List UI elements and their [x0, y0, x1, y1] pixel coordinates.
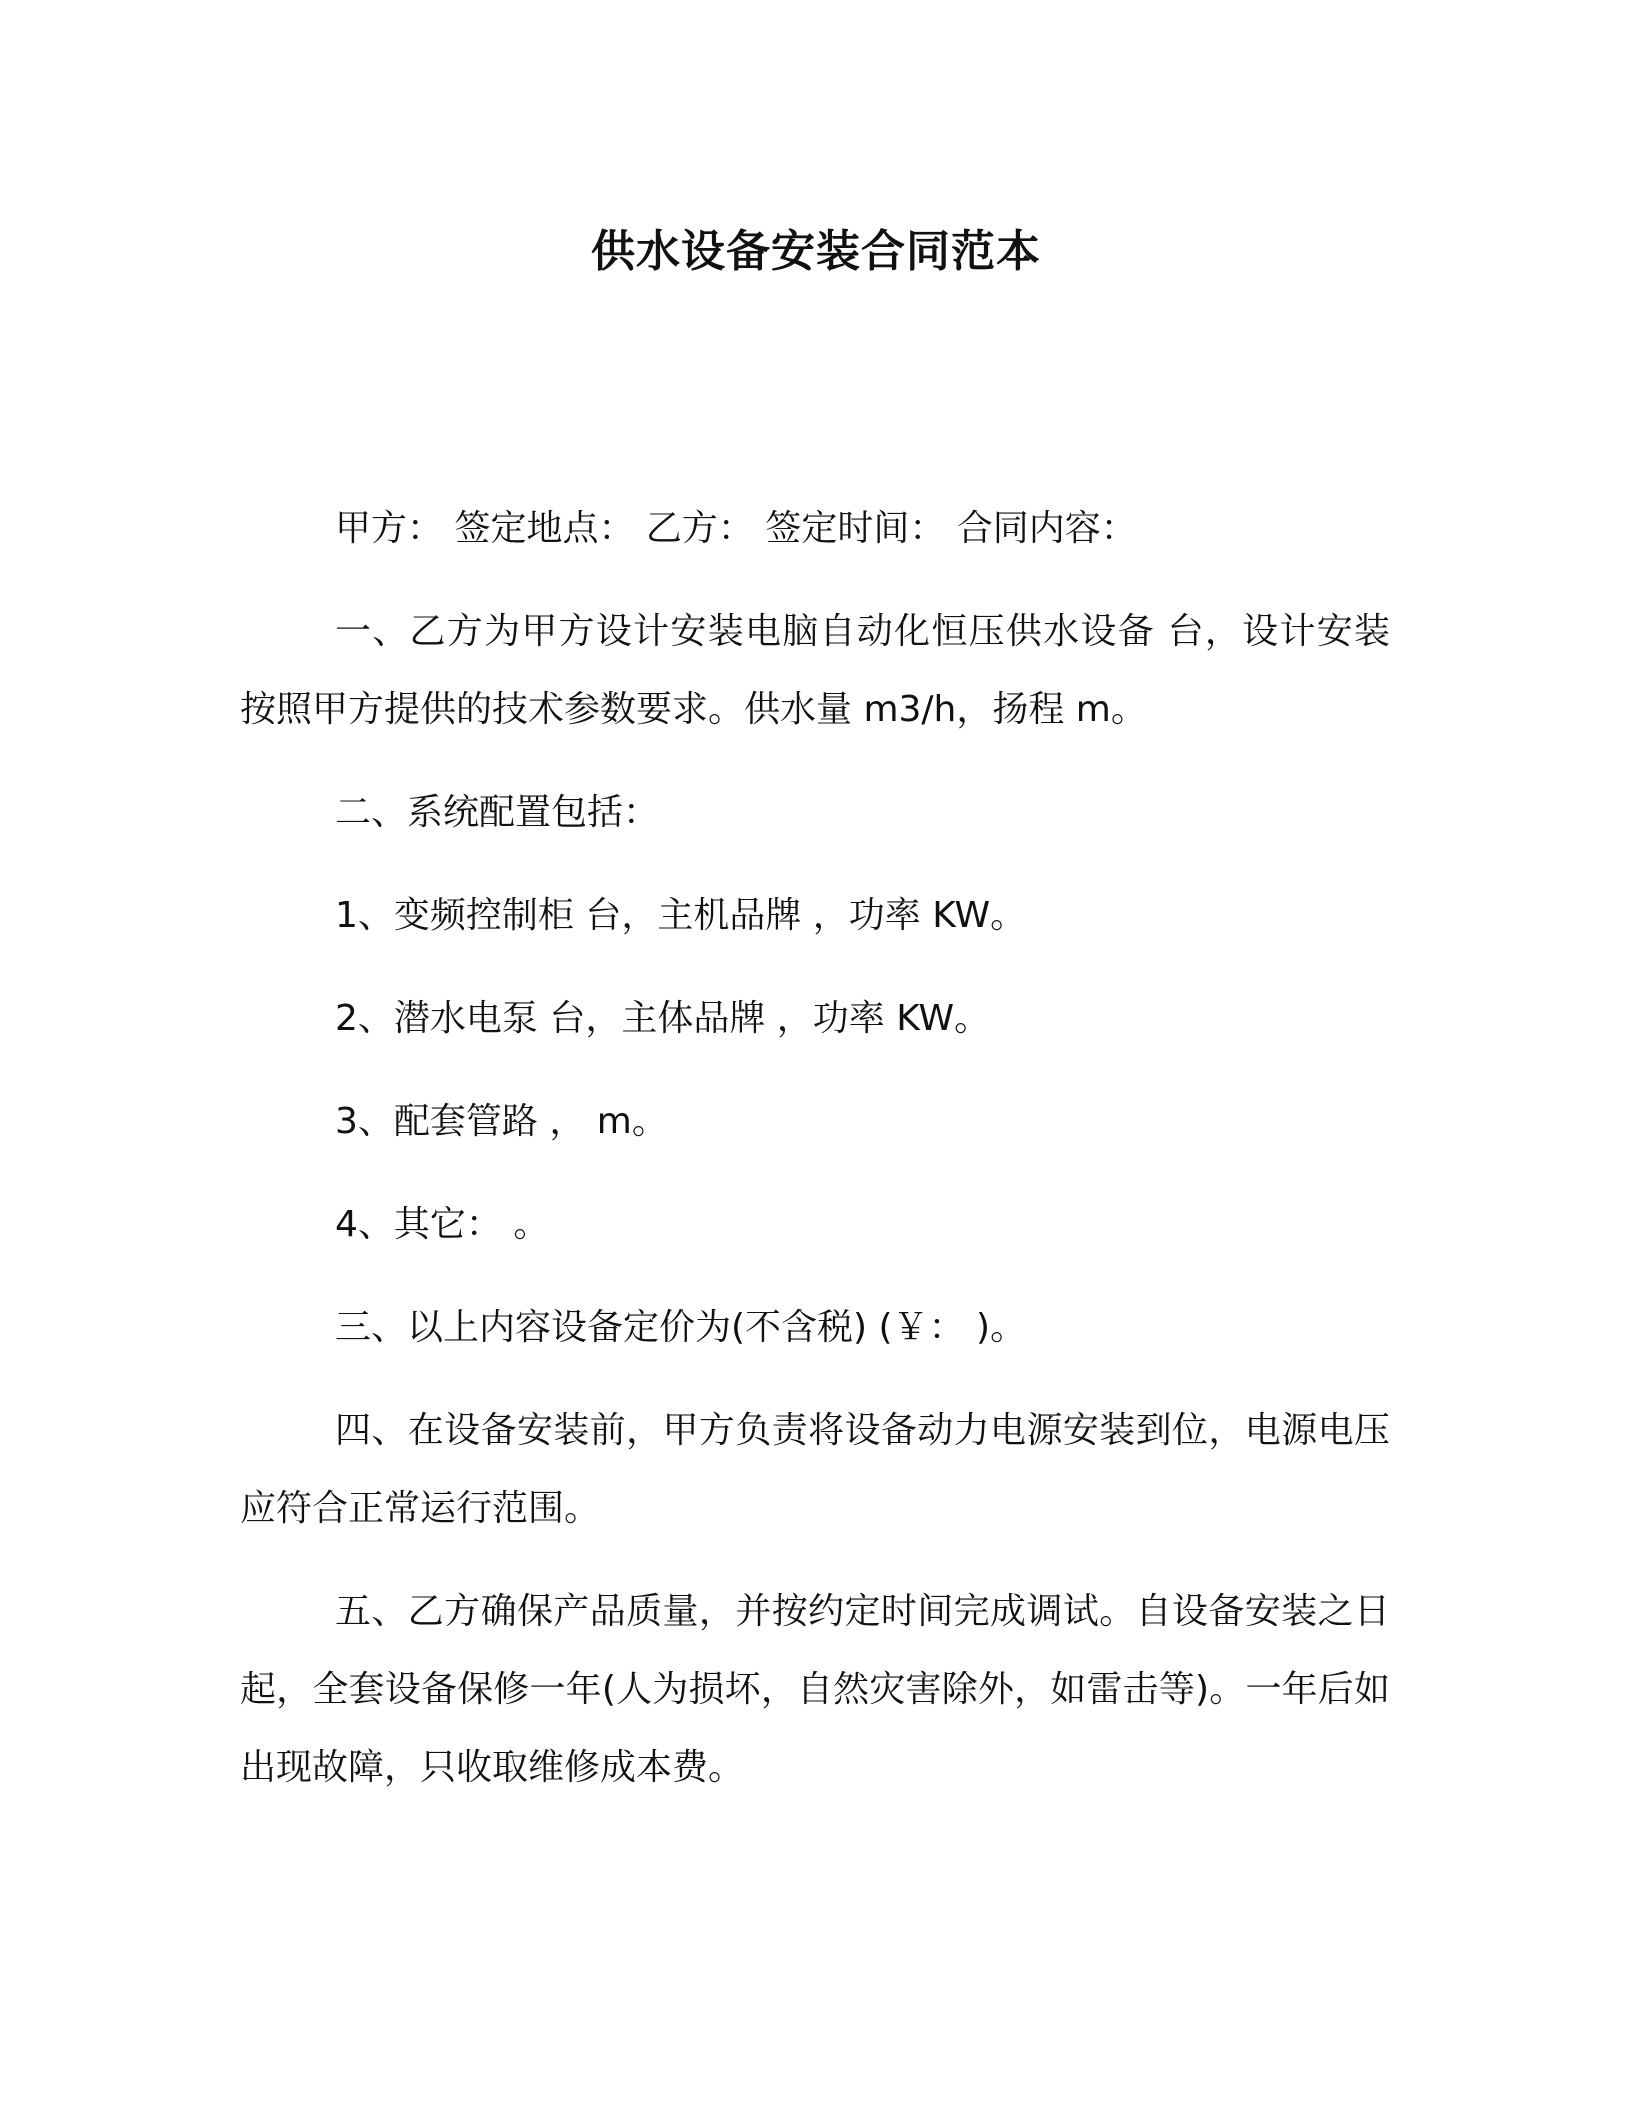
clause-2-item-1: 1、变频控制柜 台，主机品牌 ，功率 KW。: [335, 895, 1027, 936]
document-body: [240, 490, 1390, 1832]
clause-4: 四、在设备安装前，甲方负责将设备动力电源安装到位，电源电压应符合正常运行范围。: [240, 1410, 1390, 1529]
clause-5: 五、乙方确保产品质量，并按约定时间完成调试。自设备安装之日起，全套设备保修一年(人为损坏，自然灾害除外，如雷击等)。一年后如出现故障，只收取维修成本费。: [240, 1591, 1390, 1788]
clause-1: 一、乙方为甲方设计安装电脑自动化恒压供水设备 台，设计安装按照甲方提供的技术参数要求。供水量 m3/h，扬程 m。: [240, 611, 1390, 730]
clause-2-item-4: 4、其它： 。: [335, 1204, 550, 1245]
clause-3: 三、以上内容设备定价为(不含税) (￥： )。: [335, 1307, 1027, 1348]
parties-line: 甲方： 签定地点： 乙方： 签定时间： 合同内容：: [335, 508, 1137, 549]
clause-2-heading: 二、系统配置包括：: [335, 792, 660, 833]
document-title: 供水设备安装合同范本: [591, 226, 1041, 277]
clause-2-item-2: 2、潜水电泵 台，主体品牌 ，功率 KW。: [335, 998, 991, 1039]
clause-2-item-3: 3、配套管路 ， m。: [335, 1101, 668, 1142]
